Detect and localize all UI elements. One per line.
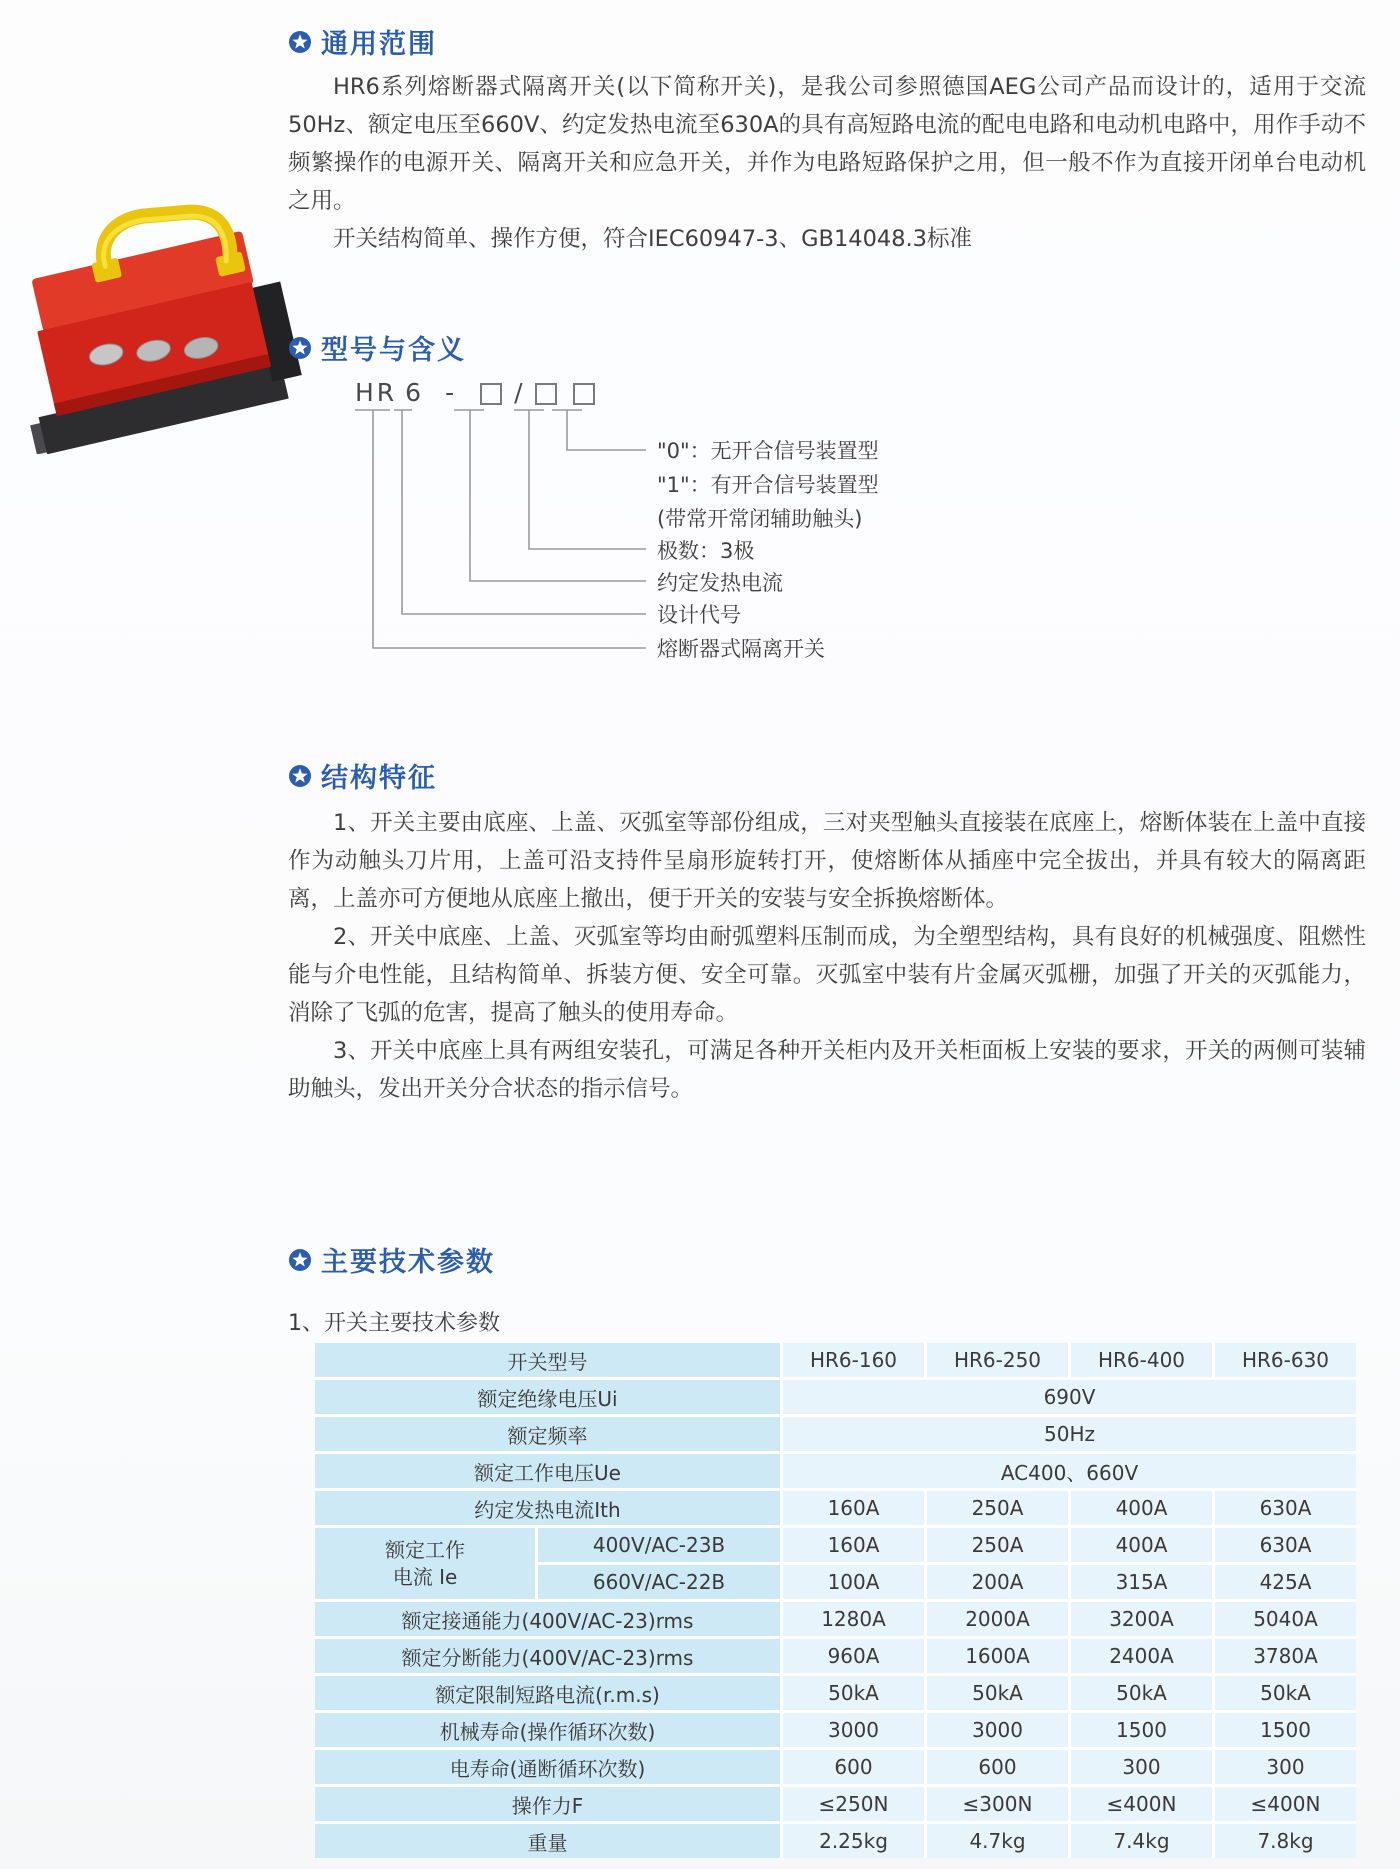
param-value-cell: 300 xyxy=(1071,1750,1212,1784)
param-value-cell: 3000 xyxy=(783,1713,924,1747)
param-value-cell: 600 xyxy=(783,1750,924,1784)
section-star-icon xyxy=(288,764,312,788)
model-label-signal-0: "0"：无开合信号装置型 xyxy=(657,439,879,463)
param-value-cell: 1280A xyxy=(783,1602,924,1636)
param-value-cell: 3200A xyxy=(1071,1602,1212,1636)
model-label-signal-1: "1"：有开合信号装置型 xyxy=(657,473,879,497)
section-general-header xyxy=(288,22,437,61)
param-label-cell: 额定工作电压Ue xyxy=(315,1454,780,1488)
model-code-slash: / xyxy=(514,378,523,407)
model-label-switch-type: 熔断器式隔离开关 xyxy=(657,637,825,661)
param-value-cell: 3780A xyxy=(1215,1639,1356,1673)
general-paragraph-2: 开关结构简单、操作方便，符合IEC60947-3、GB14048.3标准 xyxy=(333,226,972,252)
param-value-cell: 50kA xyxy=(927,1676,1068,1710)
section-star-icon xyxy=(288,1248,312,1272)
structure-paragraph-3: 3、开关中底座上具有两组安装孔，可满足各种开关柜内及开关柜面板上安装的要求，开关的两侧可装辅助触头，发出开关分合状态的指示信号。 xyxy=(288,1038,1366,1102)
param-label-cell: 额定接通能力(400V/AC-23)rms xyxy=(315,1602,780,1636)
model-code-dash: - xyxy=(445,378,455,407)
param-sublabel-cell: 660V/AC-22B xyxy=(538,1565,780,1599)
param-value-cell: 160A xyxy=(783,1491,924,1525)
model-header-cell: HR6-630 xyxy=(1215,1343,1356,1377)
product-photo-switch xyxy=(10,196,302,454)
model-label-design-code: 设计代号 xyxy=(657,603,741,627)
model-code-design: 6 xyxy=(405,378,422,407)
param-value-cell: ≤400N xyxy=(1071,1787,1212,1821)
section-params-header xyxy=(288,1240,495,1279)
model-digit-box-signal xyxy=(573,383,595,405)
param-label-cell: 操作力F xyxy=(315,1787,780,1821)
section-structure-title: 结构特征 xyxy=(321,763,437,794)
param-value-cell: 50kA xyxy=(1215,1676,1356,1710)
model-header-cell: HR6-400 xyxy=(1071,1343,1212,1377)
param-value-cell: 200A xyxy=(927,1565,1068,1599)
section-model-header xyxy=(288,328,466,367)
param-label-cell: 电寿命(通断循环次数) xyxy=(315,1750,780,1784)
section-model-title: 型号与含义 xyxy=(321,335,466,366)
general-paragraphs xyxy=(288,68,1366,258)
param-value-cell: 425A xyxy=(1215,1565,1356,1599)
param-value-cell: 250A xyxy=(927,1491,1068,1525)
model-header-cell: HR6-250 xyxy=(927,1343,1068,1377)
model-code-prefix: HR xyxy=(355,378,398,407)
param-value-cell: 600 xyxy=(927,1750,1068,1784)
param-value-cell: 630A xyxy=(1215,1528,1356,1562)
param-value-cell: 2400A xyxy=(1071,1639,1212,1673)
param-value-cell: 160A xyxy=(783,1528,924,1562)
param-value-cell: ≤250N xyxy=(783,1787,924,1821)
param-value-cell: 630A xyxy=(1215,1491,1356,1525)
param-value-cell: 250A xyxy=(927,1528,1068,1562)
param-header-label-cell: 开关型号 xyxy=(315,1343,780,1377)
param-value-cell: 315A xyxy=(1071,1565,1212,1599)
param-label-cell: 机械寿命(操作循环次数) xyxy=(315,1713,780,1747)
param-group-label-line1: 额定工作 xyxy=(385,1537,465,1562)
general-paragraph-1: HR6系列熔断器式隔离开关(以下简称开关)，是我公司参照德国AEG公司产品而设计的，适用于交流50Hz、额定电压至660V、约定发热电流至630A的具有高短路电流的配电电路和电动机电路中，用作手动不频繁操作的电源开关、隔离开关和应急开关，并作为电路短路保护之用，但一般不作为直接开闭单台电动机之用。 xyxy=(288,74,1366,214)
param-value-cell: 100A xyxy=(783,1565,924,1599)
param-label-cell: 重量 xyxy=(315,1824,780,1858)
param-group-label-cell xyxy=(315,1528,535,1599)
params-table-caption: 1、开关主要技术参数 xyxy=(288,1311,500,1336)
param-value-cell: ≤300N xyxy=(927,1787,1068,1821)
structure-paragraph-1: 1、开关主要由底座、上盖、灭弧室等部份组成，三对夹型触头直接装在底座上，熔断体装在上盖中直接作为动触头刀片用，上盖可沿支持件呈扇形旋转打开，使熔断体从插座中完全拔出，并具有较大的隔离距离，上盖亦可方便地从底座上撤出，便于开关的安装与安全拆换熔断体。 xyxy=(288,810,1366,912)
model-digit-box-poles xyxy=(535,383,557,405)
model-label-poles: 极数：3极 xyxy=(657,539,755,563)
param-value-cell: 4.7kg xyxy=(927,1824,1068,1858)
params-table xyxy=(315,1343,1356,1858)
param-label-cell: 约定发热电流Ith xyxy=(315,1491,780,1525)
section-star-icon xyxy=(288,336,312,360)
param-value-cell: 7.4kg xyxy=(1071,1824,1212,1858)
section-general-title: 通用范围 xyxy=(321,29,437,60)
param-value-cell: 300 xyxy=(1215,1750,1356,1784)
param-group-label-line2: 电流 Ie xyxy=(392,1564,458,1589)
param-value-cell: ≤400N xyxy=(1215,1787,1356,1821)
param-value-cell: 1500 xyxy=(1215,1713,1356,1747)
param-value-cell: 2000A xyxy=(927,1602,1068,1636)
model-connector-lines xyxy=(350,405,680,665)
param-label-cell: 额定分断能力(400V/AC-23)rms xyxy=(315,1639,780,1673)
param-value-cell: 50kA xyxy=(1071,1676,1212,1710)
param-value-cell: 50kA xyxy=(783,1676,924,1710)
model-digit-box-current xyxy=(480,383,502,405)
model-label-thermal-current: 约定发热电流 xyxy=(657,571,783,595)
param-sublabel-cell: 400V/AC-23B xyxy=(538,1528,780,1562)
param-value-cell: 960A xyxy=(783,1639,924,1673)
param-value-cell: 5040A xyxy=(1215,1602,1356,1636)
param-merged-value-cell: 50Hz xyxy=(783,1417,1356,1451)
structure-paragraph-2: 2、开关中底座、上盖、灭弧室等均由耐弧塑料压制而成，为全塑型结构，具有良好的机械强度、阻燃性能与介电性能，且结构简单、拆装方便、安全可靠。灭弧室中装有片金属灭弧栅，加强了开关的灭弧能力，消除了飞弧的危害，提高了触头的使用寿命。 xyxy=(288,924,1366,1026)
param-merged-value-cell: AC400、660V xyxy=(783,1454,1356,1488)
model-code-line xyxy=(355,378,595,407)
param-value-cell: 7.8kg xyxy=(1215,1824,1356,1858)
section-star-icon xyxy=(288,30,312,54)
param-merged-value-cell: 690V xyxy=(783,1380,1356,1414)
section-structure-header xyxy=(288,756,437,795)
param-value-cell: 400A xyxy=(1071,1491,1212,1525)
param-value-cell: 1500 xyxy=(1071,1713,1212,1747)
section-params-title: 主要技术参数 xyxy=(321,1247,495,1278)
param-value-cell: 1600A xyxy=(927,1639,1068,1673)
model-header-cell: HR6-160 xyxy=(783,1343,924,1377)
param-value-cell: 400A xyxy=(1071,1528,1212,1562)
param-label-cell: 额定频率 xyxy=(315,1417,780,1451)
param-label-cell: 额定绝缘电压Ui xyxy=(315,1380,780,1414)
param-label-cell: 额定限制短路电流(r.m.s) xyxy=(315,1676,780,1710)
model-label-aux-contacts: (带常开常闭辅助触头) xyxy=(657,507,863,531)
param-value-cell: 2.25kg xyxy=(783,1824,924,1858)
param-value-cell: 3000 xyxy=(927,1713,1068,1747)
structure-paragraphs xyxy=(288,804,1366,1108)
